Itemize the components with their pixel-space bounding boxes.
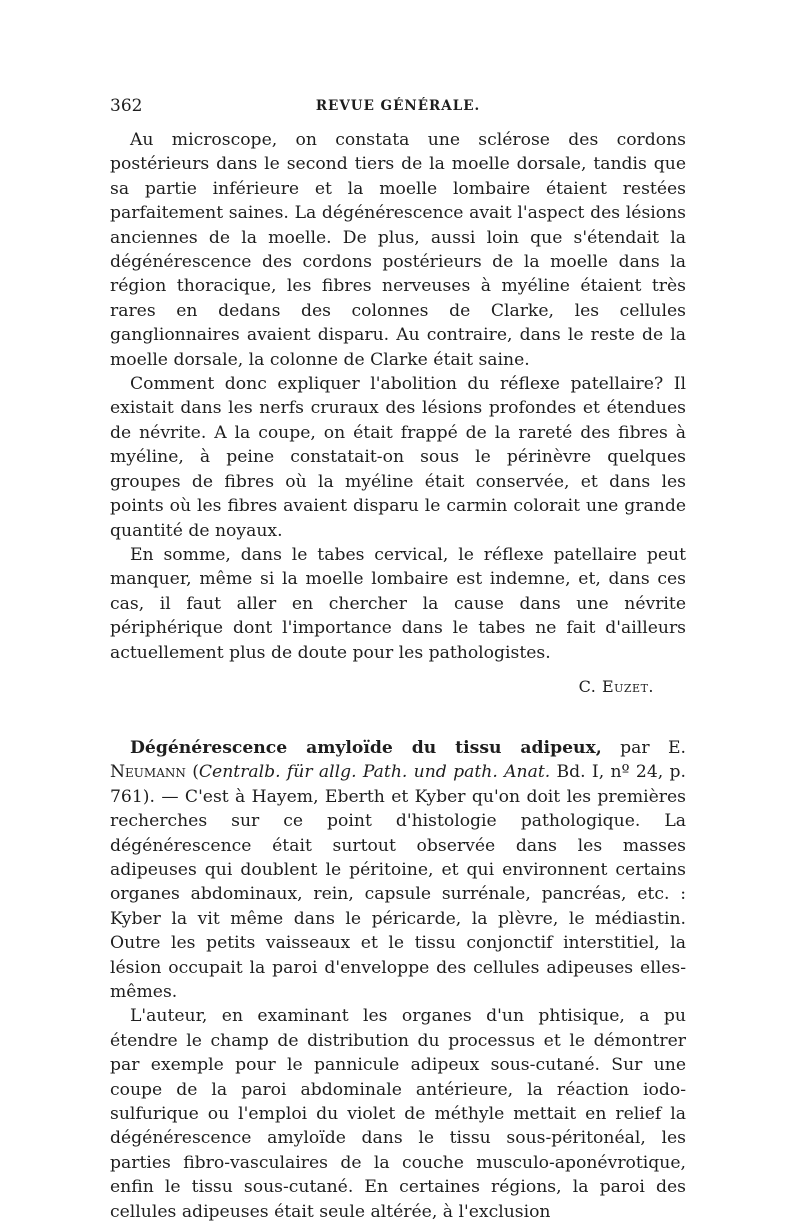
review-open-paren: (	[192, 762, 199, 783]
author-signature	[110, 677, 654, 696]
review-intro-text: — C'est à Hayem, Eberth et Kyber qu'on doit les premières recherches sur ce point d'histologie pathologique. La dégénérescence était surtout observée dans les masses adipeuses qui doublent le péritoine, et qui environnent certains organes abdominaux, rein, capsule surrénale, pancréas, etc. : Kyber la vit même dans le péricarde, la plèvre, le médiastin. Outre les petits vaisseaux et le tissu conjonctif interstitiel, la lésion occupait la paroi d'enveloppe des cellules adipeuses elles-mêmes.	[110, 786, 686, 1002]
page-header	[110, 96, 686, 118]
review-by: par E.	[620, 737, 686, 758]
review-citation: Bd. I, nº 24, p. 761).	[110, 762, 687, 807]
signature-initial: C.	[578, 676, 597, 696]
review-paragraph-2: L'auteur, en examinant les organes d'un phtisique, a pu étendre le champ de distribution du processus et le démontrer par exemple pour le pannicule adipeux sous-cutané. Sur une coupe de la paroi abdominale antérieure, la réaction iodo-sulfurique ou l'emploi du violet de méthyle mettait en relief la dégénérescence amyloïde dans le tissu sous-péritonéal, les parties fibro-vasculaires de la couche musculo-aponévrotique, enfin le tissu sous-cutané. En certaines régions, la paroi des cellules adipeuses était seule altérée, à l'exclusion	[110, 1006, 686, 1222]
page-number: 362	[110, 96, 143, 116]
paragraph-3: En somme, dans le tabes cervical, le réflexe patellaire peut manquer, même si la moelle lombaire est indemne, et, dans ces cas, il faut aller en chercher la cause dans une névrite périphérique dont l'importance dans le tabes ne fait d'ailleurs actuellement plus de doute pour les pathologistes.	[110, 544, 686, 663]
signature-name: Euzet.	[601, 676, 654, 696]
paragraph-2: Comment donc expliquer l'abolition du réflexe patellaire? Il existait dans les nerfs cruraux des lésions profondes et étendues de névrite. A la coupe, on était frappé de la rareté des fibres à myéline, à peine constatait-on sous le périnèvre quelques groupes de fibres où la myéline était conservée, et dans les points où les fibres avaient disparu le carmin colorait une grande quantité de noyaux.	[110, 374, 686, 541]
page	[110, 96, 686, 1224]
review-title: Dégénérescence amyloïde du tissu adipeux,	[130, 737, 602, 758]
review-author: Neumann	[110, 762, 186, 783]
review-intro	[110, 736, 686, 1004]
section-gap	[110, 696, 686, 736]
paragraph-1: Au microscope, on constata une sclérose des cordons postérieurs dans le second tiers de la moelle dorsale, tandis que sa partie inférieure et la moelle lombaire étaient restées parfaitement saines. La dégénérescence avait l'aspect des lésions anciennes de la moelle. De plus, aussi loin que s'étendait la dégénérescence des cordons postérieurs de la moelle dans la région thoracique, les fibres nerveuses à myéline étaient très rares en dedans des colonnes de Clarke, les cellules ganglionnaires avaient disparu. Au contraire, dans le reste de la moelle dorsale, la colonne de Clarke était saine.	[110, 130, 686, 370]
review-journal: Centralb. für allg. Path. und path. Anat.	[198, 762, 551, 783]
running-head: REVUE GÉNÉRALE.	[315, 98, 481, 114]
